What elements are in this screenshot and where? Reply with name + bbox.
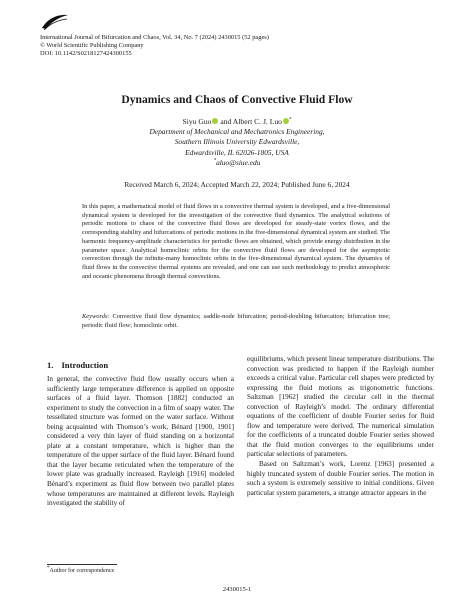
footnote: [47, 568, 114, 574]
body-column-left: [47, 375, 234, 509]
footnote-mark: *: [47, 566, 50, 571]
affiliation: [0, 127, 474, 168]
keywords-label: Keywords:: [82, 313, 110, 320]
affiliation-city: Edwardsville, IL 62026-1805, USA: [185, 147, 289, 157]
paragraph: In general, the convective fluid flow usually occurs when a sufficiently large temperature difference is applied on opposite surfaces of a fluid layer. Thomson [1882] conducted an experiment to study the convection in a film of soapy water. The tessellated structure was formed on the water surface. Without being acquainted with Thomson’s work, Bénard [1900, 1901] considered a very thin layer of fluid standing on a horizontal plate at a constant temperature, which is higher than the temperature of the upper surface of the fluid layer. Bénard found that the layer became reticulated when the temperature of the lower plate was gradually increased. Rayleigh [1916] modeled Bénard’s experiment as fluid flow between two parallel plates whose temperatures are maintained at different levels. Rayleigh investigated the stability of: [47, 375, 234, 508]
paragraph: equilibriums, which present linear temperature distributions. The convection was predicted to happen if the Rayleigh number exceeds a critical value. Particular cell shapes were predicted by expressing the fluid motions as trigonometric functions. Saltzman [1962] studied the circular cell in the thermal convection of Rayleigh’s model. The ordinary differential equations of the coefficient of double Fourier series for fluid flow and temperature were derived. The numerical simulation for the coefficients of a truncated double Fourier series showed that the fluid motion converges to the equilibriums under particular selections of parameters.: [247, 355, 434, 459]
world-scientific-logo-icon: [40, 12, 70, 32]
page-number: 2430015-1: [222, 586, 252, 593]
journal-citation: International Journal of Bifurcation and Chaos, Vol. 34, No. 7 (2024) 2430015 (52 pages): [40, 34, 269, 41]
copyright-notice: © World Scientific Publishing Company: [40, 42, 144, 50]
publication-dates: Received March 6, 2024; Accepted March 22, 2024; Published June 6, 2024: [124, 180, 350, 189]
affiliation-department: Department of Mechanical and Mechatronics Engineering,: [149, 127, 325, 136]
section-heading: [47, 360, 108, 370]
footnote-text: Author for correspondence: [49, 568, 115, 574]
journal-header: [40, 12, 460, 59]
author-name[interactable]: Siyu Guo: [182, 117, 212, 126]
corresponding-mark: *: [288, 117, 292, 123]
author-name[interactable]: Albert C. J. Luo: [232, 117, 282, 126]
author-email[interactable]: [0, 158, 474, 168]
abstract: In this paper, a mathematical model of fluid flows in a convective thermal system is developed, and a five-dimensional dynamical system is developed for the investigation of the convective fluid dynamics. The analytical solutions of periodic motions to chaos of the convective fluid flows are developed for steady-state vortex flows, and the corresponding stability and bifurcations of periodic motions in the five-dimensional dynamical system are studied. The harmonic frequency-amplitude characteristics for periodic flows are obtained, which provide energy distribution in the parameter space. Analytical homoclinic orbits for the convective fluid flows are developed for the asymptotic convection through the infinite-many homoclinic orbits in the five-dimensional dynamical system. The dynamics of fluid flows in the convective thermal systems are revealed, and one can use such methodology to predict atmospheric and oceanic phenomena through thermal convections.: [82, 203, 390, 280]
section-number: 1.: [47, 360, 54, 370]
email-address[interactable]: aluo@siue.edu: [216, 157, 261, 167]
paragraph: Based on Saltzman’s work, Lorenz [1963] presented a highly truncated system of double Fourier series. The motion in such a system is extremely sensitive to initial conditions. Given particular system parameters, a strange attractor appears in the: [247, 460, 434, 497]
affiliation-university: Southern Illinois University Edwardsville,: [174, 137, 300, 147]
doi-link[interactable]: DOI: 10.1142/S0218127424300155: [40, 50, 132, 58]
section-title: Introduction: [61, 360, 109, 370]
journal-info: [40, 34, 460, 59]
body-column-right: [247, 355, 434, 498]
keywords: [82, 313, 390, 330]
footnote-divider: [47, 564, 117, 565]
author-connector: and: [218, 117, 233, 126]
paper-title: Dynamics and Chaos of Convective Fluid Flow: [121, 93, 353, 106]
keywords-text: Convective fluid flow dynamics; saddle-node bifurcation; period-doubling bifurcation; bifurcation tree; periodic fluid flow; homoclinic orbit.: [82, 313, 390, 329]
email-mark: *: [213, 158, 217, 164]
author-list: [0, 117, 474, 126]
